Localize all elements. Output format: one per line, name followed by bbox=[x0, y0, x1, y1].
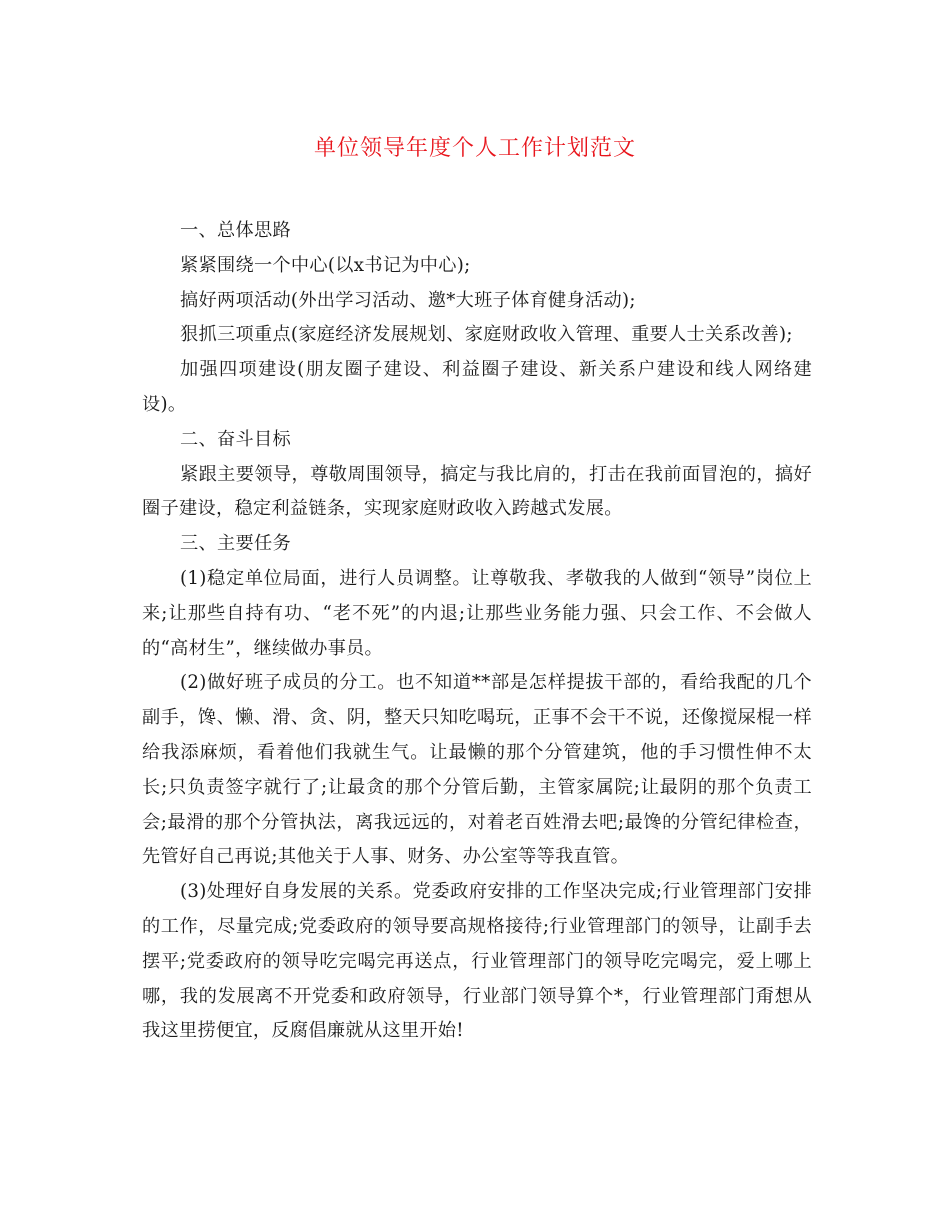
section-heading-main-tasks: 三、主要任务 bbox=[180, 533, 291, 555]
paragraph-three-priorities: 狠抓三项重点(家庭经济发展规划、家庭财政收入管理、重要人士关系改善); bbox=[180, 324, 793, 346]
paragraph-task-2: (2)做好班子成员的分工。也不知道**部是怎样提拔干部的，看给我配的几个副手，馋、懒、滑、贪、阴，整天只知吃喝玩，正事不会干不说，还像搅屎棍一样给我添麻烦，看着他们我就生气。让最懒的那个分管建筑，他的手习惯性伸不太长;只负责签字就行了;让最贪的那个分管后勤，主管家属院;让最阴的那个负责工会;最滑的那个分管执法，离我远远的，对着老百姓滑去吧;最馋的分管纪律检查，先管好自己再说;其他关于人事、财务、办公室等等我直管。 bbox=[142, 672, 812, 868]
paragraph-task-1: (1)稳定单位局面，进行人员调整。让尊敬我、孝敬我的人做到“领导”岗位上来;让那些自持有功、“老不死”的内退;让那些业务能力强、只会工作、不会做人的“高材生”，继续做办事员。 bbox=[142, 567, 812, 659]
document-title: 单位领导年度个人工作计划范文 bbox=[313, 136, 636, 161]
section-heading-overall-thinking: 一、总体思路 bbox=[180, 220, 291, 241]
paragraph-one-center: 紧紧围绕一个中心(以x书记为中心); bbox=[180, 254, 471, 276]
paragraph-goals: 紧跟主要领导，尊敬周围领导，搞定与我比肩的，打击在我前面冒泡的，搞好圈子建设，稳定利益链条，实现家庭财政收入跨越式发展。 bbox=[142, 463, 812, 520]
paragraph-four-constructions: 加强四项建设(朋友圈子建设、利益圈子建设、新关系户建设和线人网络建设)。 bbox=[142, 359, 812, 415]
section-heading-goals: 二、奋斗目标 bbox=[180, 428, 291, 450]
paragraph-two-activities: 搞好两项活动(外出学习活动、邀*大班子体育健身活动); bbox=[180, 289, 636, 311]
document-body bbox=[142, 214, 812, 1049]
paragraph-task-3: (3)处理好自身发展的关系。党委政府安排的工作坚决完成;行业管理部门安排的工作，尽量完成;党委政府的领导要高规格接待;行业管理部门的领导，让副手去摆平;党委政府的领导吃完喝完再送点，行业管理部门的领导吃完喝完，爱上哪上哪，我的发展离不开党委和政府领导，行业部门领导算个*，行业管理部门甭想从我这里捞便宜，反腐倡廉就从这里开始! bbox=[142, 881, 812, 1042]
